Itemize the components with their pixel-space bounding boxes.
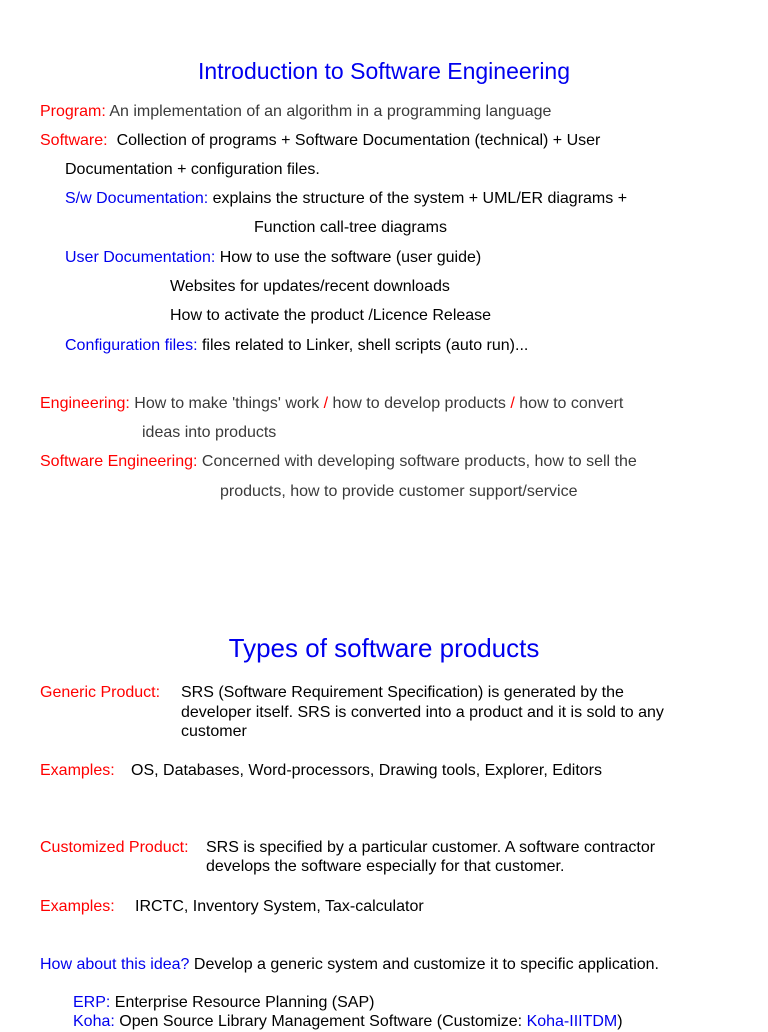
koha-link[interactable]: Koha-IIITDM (526, 1013, 618, 1030)
examples2-term: Examples: (40, 898, 115, 915)
generic-line-2: developer itself. SRS is converted into a product and it is sold to any (181, 704, 664, 721)
program-text: An implementation of an algorithm in a programming language (105, 103, 552, 120)
generic-term: Generic Product: (40, 684, 161, 701)
program-term: Program: (40, 103, 106, 120)
section1-title: Introduction to Software Engineering (197, 58, 571, 84)
erp-text: Enterprise Resource Planning (SAP) (110, 994, 375, 1011)
koha-text: Open Source Library Management Software (Customize: (114, 1013, 527, 1030)
idea-line (40, 955, 659, 975)
idea-text: Develop a generic system and customize it to specific application. (189, 956, 659, 973)
engineering-text-cont: ideas into products (142, 424, 277, 441)
software-text: Collection of programs + Software Documentation (technical) + User (116, 132, 601, 149)
sw-doc-line (65, 189, 627, 209)
swe-term: Software Engineering: (40, 453, 198, 470)
generic-line-3: customer (181, 723, 247, 740)
program-line (40, 102, 551, 122)
examples2-text: IRCTC, Inventory System, Tax-calculator (135, 898, 424, 915)
swe-text: Concerned with developing software products, how to sell the (197, 453, 637, 470)
generic-line-1: SRS (Software Requirement Specification) is generated by the (181, 684, 624, 701)
erp-term: ERP: (73, 994, 111, 1011)
engineering-text-2: how to develop products (328, 395, 511, 412)
user-doc-text-3: How to activate the product /Licence Release (170, 307, 492, 324)
engineering-term: Engineering: (40, 395, 130, 412)
sw-doc-text: explains the structure of the system + UML/ER diagrams + (208, 190, 628, 207)
customized-line-1: SRS is specified by a particular customer. A software contractor (206, 839, 656, 856)
engineering-separator: / (323, 395, 329, 412)
user-doc-line (65, 248, 481, 268)
customized-term: Customized Product: (40, 839, 189, 856)
software-line (40, 131, 600, 151)
erp-line (73, 993, 374, 1013)
engineering-text-1: How to make 'things' work (129, 395, 324, 412)
user-doc-text: How to use the software (user guide) (215, 249, 482, 266)
config-text: files related to Linker, shell scripts (auto run)... (197, 337, 529, 354)
koha-close: ) (617, 1013, 623, 1030)
sw-doc-text-cont: Function call-tree diagrams (254, 219, 447, 236)
engineering-separator: / (510, 395, 515, 412)
config-term: Configuration files: (65, 337, 198, 354)
examples1-text: OS, Databases, Word-processors, Drawing tools, Explorer, Editors (131, 762, 602, 779)
koha-term: Koha: (73, 1013, 115, 1030)
user-doc-term: User Documentation: (65, 249, 216, 266)
software-term: Software: (40, 132, 108, 149)
examples1-term: Examples: (40, 762, 115, 779)
engineering-line (40, 394, 623, 414)
section2-title: Types of software products (228, 633, 540, 663)
engineering-text-3: how to convert (514, 395, 624, 412)
sw-doc-term: S/w Documentation: (65, 190, 209, 207)
config-line (65, 336, 528, 356)
swe-text-cont: products, how to provide customer support/service (220, 483, 578, 500)
koha-line (73, 1012, 623, 1032)
software-text-cont: Documentation + configuration files. (65, 161, 320, 178)
swe-line (40, 452, 637, 472)
user-doc-text-2: Websites for updates/recent downloads (170, 278, 450, 295)
customized-line-2: develops the software especially for that customer. (206, 858, 565, 875)
idea-term: How about this idea? (40, 956, 190, 973)
